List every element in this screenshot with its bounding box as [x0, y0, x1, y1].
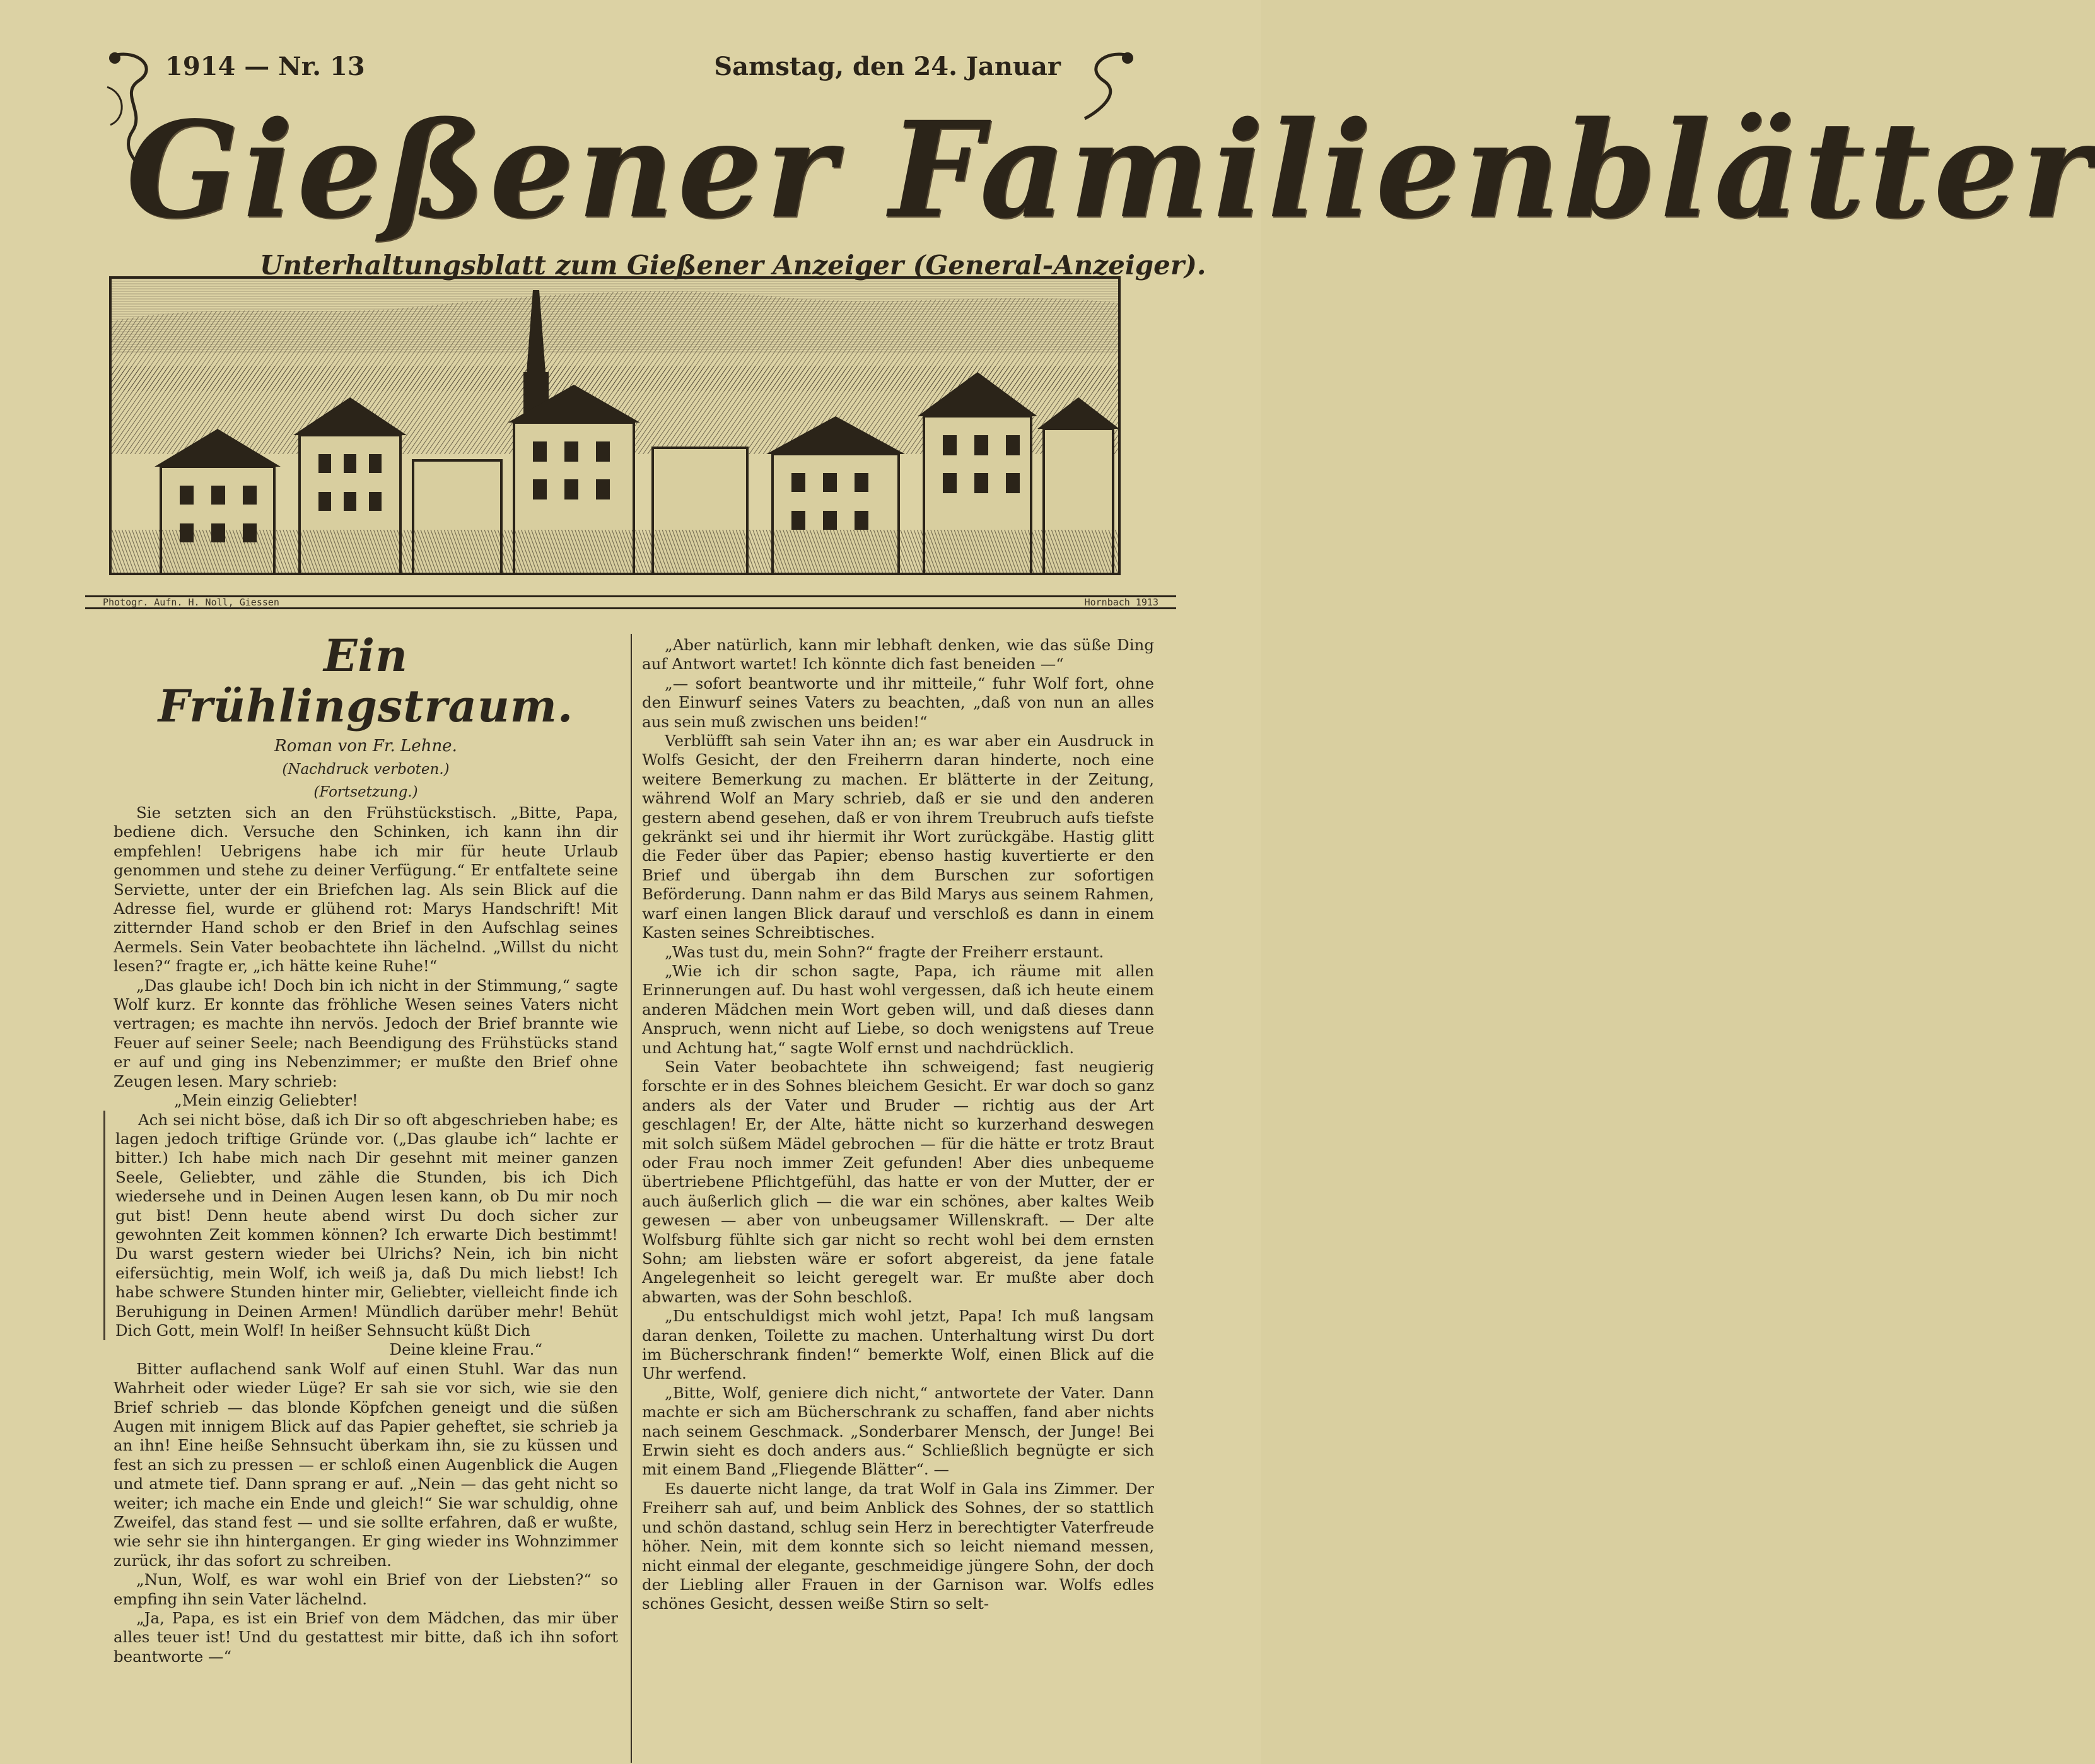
reprint-notice: (Nachdruck verboten.)	[282, 761, 450, 778]
town-panorama-engraving	[110, 277, 1119, 574]
paragraph: „Das glaube ich! Doch bin ich nicht in der Stimmung,“ sagte Wolf kurz. Er konnte das fröhliche Wesen seines Vaters nicht vertragen; es machte ihn nervös. Jedoch der Brief brannte wie Feuer auf seiner Seele; nach Beendigung des Frühstücks stand er auf und ging ins Nebenzimmer; er mußte den Brief ohne Zeugen lesen. Mary schrieb:	[114, 976, 618, 1090]
masthead-subtitle: Unterhaltungsblatt zum Gießener Anzeiger (General-Anzeiger).	[260, 250, 1206, 281]
paragraph: „Du entschuldigst mich wohl jetzt, Papa! Ich muß langsam daran denken, Toilette zu machen. Unterhaltung wirst Du dort im Bücherschrank finden!“ bemerkte Wolf, einen Blick auf die Uhr werfend.	[642, 1307, 1154, 1383]
issue-date: Samstag, den 24. Januar	[714, 52, 1061, 81]
letter-body: Ach sei nicht böse, daß ich Dir so oft abgeschrieben habe; es lagen jedoch triftige Gründe vor. („Das glaube ich“ lachte er bitter.) Ich habe mich nach Dir gesehnt mit meiner ganzen Seele, Geliebter, und zähle die Stunden, bis ich Dich wiedersehe und in Deinen Augen lesen kann, ob Du mir noch gut bist! Denn heute abend wirst Du doch sicher zur gewohnten Zeit kommen können? Ich erwarte Dich bestimmt! Du warst gestern wieder bei Ulrichs? Nein, ich bin nicht eifersüchtig, mein Wolf, ich weiß ja, daß Du mich liebst! Ich habe schwere Stunden hinter mir, Geliebter, vielleicht finde ich Beruhigung in Deinen Armen! Mündlich darüber mehr! Behüt Dich Gott, mein Wolf! In heißer Sehnsucht küßt Dich	[115, 1110, 618, 1340]
engraver-credit: Hornbach 1913	[1084, 597, 1158, 608]
paragraph: „— sofort beantworte und ihr mitteile,“ fuhr Wolf fort, ohne den Einwurf seines Vaters zu beachten, „daß von nun an alles aus sein muß zwischen uns beiden!“	[642, 674, 1154, 731]
masthead-title: Gießener Familienblätter	[126, 92, 2095, 248]
masthead-topline	[165, 52, 1061, 81]
issue-number: 1914 — Nr. 13	[165, 52, 365, 81]
paragraph: „Nun, Wolf, es war wohl ein Brief von der Liebsten?“ so empfing ihn sein Vater lächelnd.	[114, 1570, 618, 1608]
article-left-column	[114, 631, 618, 1666]
paragraph: „Bitte, Wolf, geniere dich nicht,“ antwortete der Vater. Dann machte er sich am Bücherschrank zu schaffen, fand aber nichts nach seinem Geschmack. „Sonderbarer Mensch, der Junge! Bei Erwin sieht es doch anders aus.“ Schließlich begnügte er sich mit einem Band „Fliegende Blätter“. —	[642, 1383, 1154, 1479]
letter	[114, 1091, 618, 1360]
paragraph: Sie setzten sich an den Frühstückstisch. „Bitte, Papa, bediene dich. Versuche den Schinken, ich kann ihn dir empfehlen! Uebrigens habe ich mir für heute Urlaub genommen und stehe zu deiner Verfügung.“ Er entfaltete seine Serviette, unter der ein Briefchen lag. Als sein Blick auf die Adresse fiel, wurde er glühend rot: Marys Handschrift! Mit zitternder Hand schob er den Brief in den Aufschlag seines Aermels. Sein Vater beobachtete ihn lächelnd. „Willst du nicht lesen?“ fragte er, „ich hätte keine Ruhe!“	[114, 803, 618, 976]
column-divider	[631, 634, 632, 1763]
paragraph: „Aber natürlich, kann mir lebhaft denken, wie das süße Ding auf Antwort wartet! Ich könnte dich fast beneiden —“	[642, 636, 1154, 674]
engraving-credit-bar	[85, 595, 1176, 609]
letter-body-box	[103, 1111, 618, 1341]
article-title: Ein Frühlingstraum.	[158, 629, 574, 732]
letter-salutation: „Mein einzig Geliebter!	[174, 1091, 358, 1110]
paragraph: Es dauerte nicht lange, da trat Wolf in Gala ins Zimmer. Der Freiherr sah auf, und beim Anblick des Sohnes, der so stattlich und schön dastand, schlug sein Herz in berechtigter Vaterfreude höher. Nein, mit dem konnte sich so leicht niemand messen, nicht einmal der elegante, geschmeidige jüngere Sohn, der doch der Liebling aller Frauen in der Garnison war. Wolfs edles schönes Gesicht, dessen weiße Stirn so selt-	[642, 1479, 1154, 1613]
paragraph: „Ja, Papa, es ist ein Brief von dem Mädchen, das mir über alles teuer ist! Und du gestattest mir bitte, daß ich ihn sofort beantworte —“	[114, 1609, 618, 1666]
article-author: Roman von Fr. Lehne.	[274, 737, 457, 756]
paragraph: Sein Vater beobachtete ihn schweigend; fast neugierig forschte er in des Sohnes bleichem Gesicht. Er war doch so ganz anders als der Vater und Bruder — richtig aus der Art geschlagen! Er, der Alte, hätte nicht so kurzerhand deswegen mit solch süßem Mädel gebrochen — für die hätte er trotz Braut oder Frau noch immer Zeit gefunden! Aber dies unbequeme übertriebene Pflichtgefühl, das hatte er von der Mutter, der er auch äußerlich glich — die war ein schönes, aber kaltes Weib gewesen — aber von unbeugsamer Willenskraft. — Der alte Wolfsburg fühlte sich gar nicht so recht wohl bei dem ernsten Sohn; am liebsten wäre er sofort abgereist, da jene fatale Angelegenheit so leicht geregelt war. Er mußte aber doch abwarten, was der Sohn beschloß.	[642, 1057, 1154, 1306]
continuation-note: (Fortsetzung.)	[313, 784, 418, 800]
paragraph: „Was tust du, mein Sohn?“ fragte der Freiherr erstaunt.	[665, 942, 1104, 961]
paragraph: Bitter auflachend sank Wolf auf einen Stuhl. War das nun Wahrheit oder wieder Lüge? Er sah sie vor sich, wie sie den Brief schrieb — das blonde Köpfchen geneigt und die süßen Augen mit innigem Blick auf das Papier geheftet, sie schrieb ja an ihn! Eine heiße Sehnsucht überkam ihn, sie zu küssen und fest an sich zu pressen — er schloß einen Augenblick die Augen und atmete tief. Dann sprang er auf. „Nein — das geht nicht so weiter; ich mache ein Ende und gleich!“ Sie war schuldig, ohne Zweifel, das stand fest — und sie sollte erfahren, daß er wußte, wie sehr sie ihn hintergangen. Er ging wieder ins Wohnzimmer zurück, ihr das sofort zu schreiben.	[114, 1359, 618, 1570]
photo-credit: Photogr. Aufn. H. Noll, Giessen	[103, 597, 279, 608]
paragraph: „Wie ich dir schon sagte, Papa, ich räume mit allen Erinnerungen auf. Du hast wohl vergessen, daß ich heute einem anderen Mädchen mein Wort geben will, und daß dieses dann Anspruch, wenn nicht auf Liebe, so doch wenigstens auf Treue und Achtung hat,“ sagte Wolf ernst und nachdrücklich.	[642, 961, 1154, 1057]
letter-signature: Deine kleine Frau.“	[389, 1340, 542, 1359]
paragraph: Verblüfft sah sein Vater ihn an; es war aber ein Ausdruck in Wolfs Gesicht, der den Freiherrn daran hinderte, noch eine weitere Bemerkung zu machen. Er blätterte in der Zeitung, während Wolf an Mary schrieb, daß er sie und den anderen gestern abend gesehen, daß er von ihrem Treubruch aufs tiefste gekränkt sei und ihr hiermit ihr Wort zurückgäbe. Hastig glitt die Feder über das Papier; ebenso hastig kuvertierte er den Brief und übergab ihn dem Burschen zur sofortigen Beförderung. Dann nahm er das Bild Marys aus seinem Rahmen, warf einen langen Blick darauf und verschloß es dann in einem Kasten seines Schreibtisches.	[642, 732, 1154, 942]
article-right-column	[642, 636, 1154, 1614]
